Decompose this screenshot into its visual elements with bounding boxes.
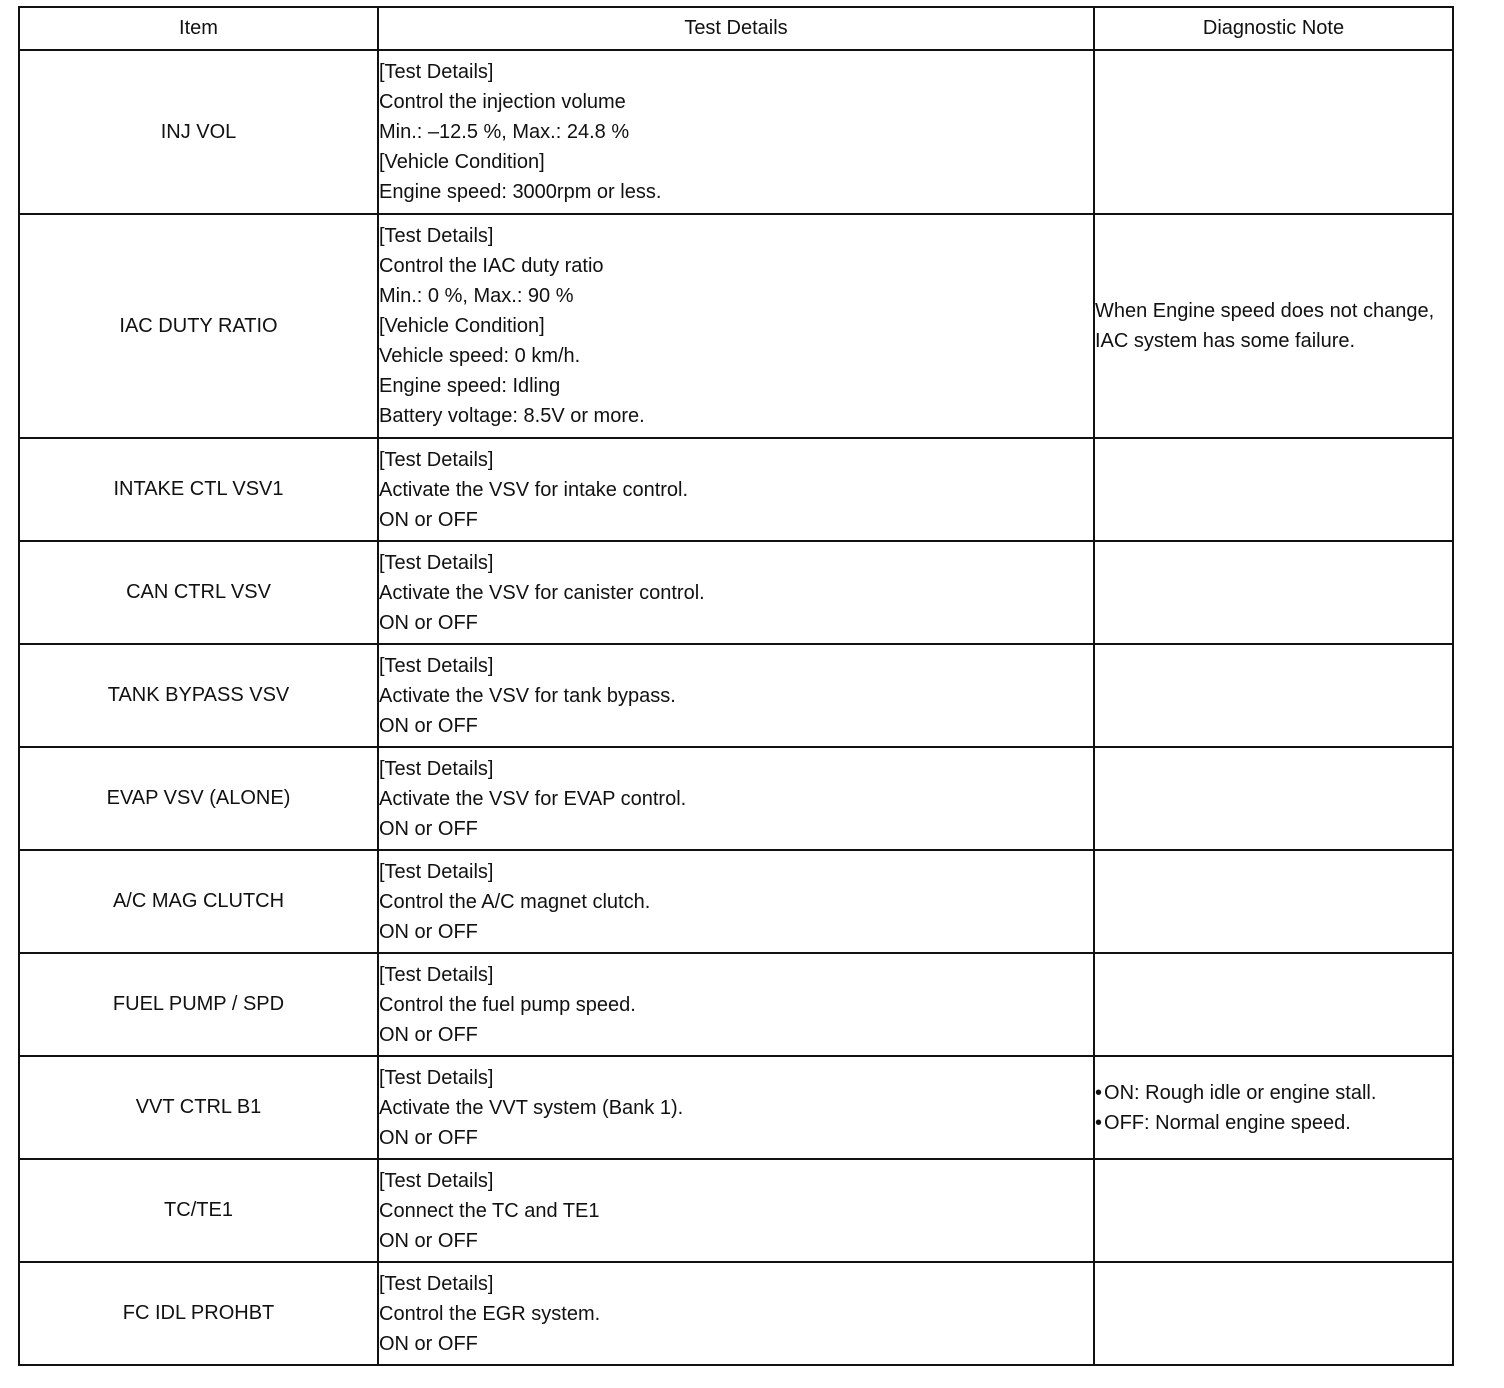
diagnostic-note-cell <box>1094 541 1453 644</box>
test-details-line: ON or OFF <box>379 920 478 943</box>
item-cell: FC IDL PROHBT <box>19 1262 378 1365</box>
test-details-line: Activate the VVT system (Bank 1). <box>379 1096 684 1119</box>
table-row <box>19 644 1453 747</box>
item-cell: TC/TE1 <box>19 1159 378 1262</box>
test-details-line: [Test Details] <box>379 1066 494 1089</box>
header-row <box>19 7 1453 50</box>
diagnostic-note-cell <box>1094 1056 1453 1159</box>
test-details-line: Activate the VSV for canister control. <box>379 581 705 604</box>
table-row <box>19 541 1453 644</box>
test-details-line: [Test Details] <box>379 860 494 883</box>
table-header <box>19 7 1453 50</box>
test-details-line: [Test Details] <box>379 448 494 471</box>
test-details-line: Engine speed: Idling <box>379 375 561 397</box>
test-details-line: [Test Details] <box>379 757 494 780</box>
diagnostic-note-cell <box>1094 1159 1453 1262</box>
test-details-line: Vehicle speed: 0 km/h. <box>379 345 581 367</box>
diagnostic-note-cell <box>1094 438 1453 541</box>
test-details-line: [Test Details] <box>379 61 494 83</box>
item-cell: EVAP VSV (ALONE) <box>19 747 378 850</box>
diagnostic-note-bullet: • ON: Rough idle or engine stall. <box>1095 1078 1452 1108</box>
table-row <box>19 214 1453 438</box>
table-row <box>19 747 1453 850</box>
table-row <box>19 1056 1453 1159</box>
test-details-line: Control the EGR system. <box>379 1302 601 1325</box>
test-details-cell <box>378 1056 1094 1159</box>
diagnostic-note-bullet: • OFF: Normal engine speed. <box>1095 1108 1452 1138</box>
diagnostic-table <box>18 6 1454 1366</box>
header-diagnostic-note: Diagnostic Note <box>1094 7 1453 50</box>
header-item: Item <box>19 7 378 50</box>
table-row <box>19 1262 1453 1365</box>
test-details-line: Battery voltage: 8.5V or more. <box>379 405 645 427</box>
test-details-line: Connect the TC and TE1 <box>379 1199 600 1222</box>
test-details-line: Activate the VSV for tank bypass. <box>379 684 676 707</box>
diagnostic-note-cell <box>1094 644 1453 747</box>
item-cell: VVT CTRL B1 <box>19 1056 378 1159</box>
test-details-line: Control the injection volume <box>379 91 626 113</box>
diagnostic-note-cell <box>1094 50 1453 214</box>
test-details-line: Min.: 0 %, Max.: 90 % <box>379 285 574 307</box>
test-details-line: ON or OFF <box>379 714 478 737</box>
test-details-line: Activate the VSV for EVAP control. <box>379 787 687 810</box>
test-details-cell <box>378 644 1094 747</box>
item-cell: CAN CTRL VSV <box>19 541 378 644</box>
test-details-cell <box>378 953 1094 1056</box>
test-details-line: Control the A/C magnet clutch. <box>379 890 651 913</box>
test-details-cell <box>378 1159 1094 1262</box>
test-details-line: ON or OFF <box>379 1126 478 1149</box>
table-row <box>19 50 1453 214</box>
test-details-line: ON or OFF <box>379 508 478 531</box>
header-test-details: Test Details <box>378 7 1094 50</box>
diagnostic-note-cell <box>1094 1262 1453 1365</box>
test-details-line: [Test Details] <box>379 551 494 574</box>
test-details-cell <box>378 541 1094 644</box>
test-details-cell <box>378 214 1094 438</box>
diagnostic-note-cell <box>1094 747 1453 850</box>
test-details-line: [Test Details] <box>379 1169 494 1192</box>
test-details-line: ON or OFF <box>379 817 478 840</box>
table-row <box>19 953 1453 1056</box>
test-details-line: ON or OFF <box>379 1023 478 1046</box>
item-cell: A/C MAG CLUTCH <box>19 850 378 953</box>
test-details-line: ON or OFF <box>379 611 478 634</box>
item-cell: INJ VOL <box>19 50 378 214</box>
item-cell: IAC DUTY RATIO <box>19 214 378 438</box>
diagnostic-note-bullets <box>1095 1078 1452 1138</box>
table-row <box>19 850 1453 953</box>
table-row <box>19 438 1453 541</box>
diagnostic-note-cell <box>1094 953 1453 1056</box>
test-details-cell <box>378 850 1094 953</box>
test-details-line: [Vehicle Condition] <box>379 151 545 173</box>
test-details-line: ON or OFF <box>379 1229 478 1252</box>
test-details-cell <box>378 1262 1094 1365</box>
diagnostic-note-cell <box>1094 214 1453 438</box>
item-cell: TANK BYPASS VSV <box>19 644 378 747</box>
test-details-line: [Test Details] <box>379 963 494 986</box>
item-cell: FUEL PUMP / SPD <box>19 953 378 1056</box>
table-row <box>19 1159 1453 1262</box>
test-details-line: Control the fuel pump speed. <box>379 993 636 1016</box>
diagnostic-note-cell <box>1094 850 1453 953</box>
test-details-cell <box>378 50 1094 214</box>
table-body <box>19 50 1453 1365</box>
test-details-line: ON or OFF <box>379 1332 478 1355</box>
test-details-line: [Vehicle Condition] <box>379 315 545 337</box>
item-cell: INTAKE CTL VSV1 <box>19 438 378 541</box>
test-details-line: [Test Details] <box>379 654 494 677</box>
test-details-line: [Test Details] <box>379 225 494 247</box>
test-details-line: Engine speed: 3000rpm or less. <box>379 181 662 203</box>
test-details-line: [Test Details] <box>379 1272 494 1295</box>
test-details-cell <box>378 438 1094 541</box>
diagnostic-note-text: When Engine speed does not change, IAC system has some failure. <box>1095 300 1435 352</box>
test-details-cell <box>378 747 1094 850</box>
test-details-line: Activate the VSV for intake control. <box>379 478 689 501</box>
test-details-line: Min.: –12.5 %, Max.: 24.8 % <box>379 121 630 143</box>
test-details-line: Control the IAC duty ratio <box>379 255 604 277</box>
